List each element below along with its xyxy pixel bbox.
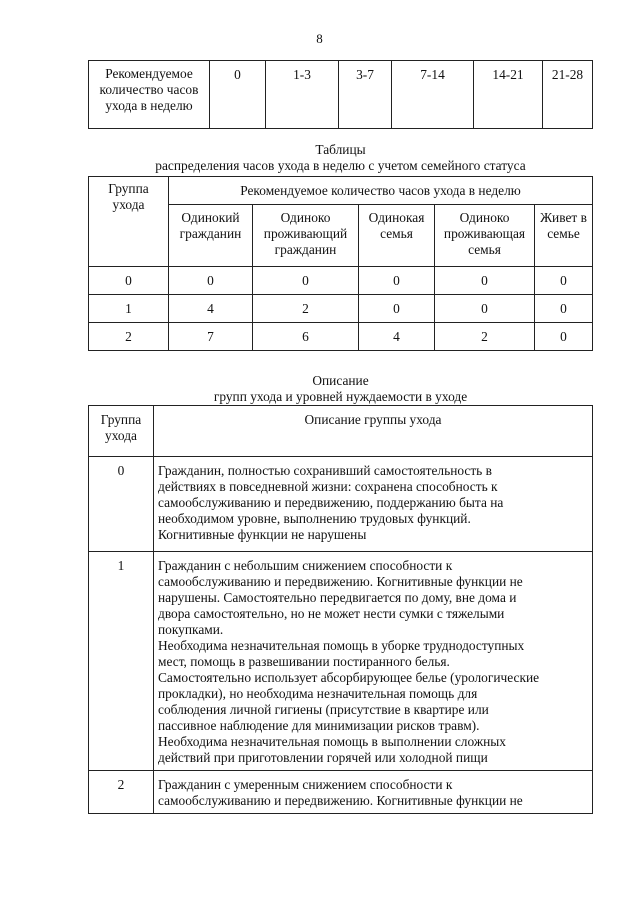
header-line: Группа <box>108 181 149 196</box>
table-cell: 3-7 <box>339 61 392 129</box>
header-line: семья <box>380 226 413 241</box>
text-line: Самостоятельно использует абсорбирующее белье (урологические <box>158 670 540 685</box>
group-cell: 1 <box>89 552 154 771</box>
text-line: действиях в повседневной жизни: сохранена способность к <box>158 479 498 494</box>
table2-caption <box>88 142 593 174</box>
text-line: Необходима незначительная помощь в уборке труднодоступных <box>158 638 525 653</box>
table-cell: 4 <box>169 295 253 323</box>
page-number: 8 <box>316 31 323 46</box>
caption-title: Описание <box>312 373 369 388</box>
family-status-hours-table <box>88 176 593 351</box>
header-line: ухода <box>112 197 145 212</box>
group-header <box>89 177 169 267</box>
group-cell: 0 <box>89 457 154 552</box>
text-line: самообслуживанию и передвижению, поддержанию быта на <box>158 495 504 510</box>
text-line: Гражданин, полностью сохранивший самостоятельность в <box>158 463 492 478</box>
text-line: необходимом уровне, выполнению трудовых функций. <box>158 511 471 526</box>
caption-title: Таблицы <box>315 142 366 157</box>
header-line: гражданин <box>179 226 242 241</box>
text-line: самообслуживанию и передвижению. Когнитивные функции не <box>158 574 523 589</box>
text-line: Гражданин с умеренным снижением способности к <box>158 777 453 792</box>
header-line: Одиноко <box>280 210 331 225</box>
description-header: Описание группы ухода <box>154 406 593 457</box>
table-cell: 6 <box>253 323 359 351</box>
description-cell <box>154 552 593 771</box>
label-line: ухода в неделю <box>105 98 193 113</box>
text-line: Когнитивные функции не нарушены <box>158 527 367 542</box>
column-header <box>253 205 359 267</box>
column-header <box>435 205 535 267</box>
table-header-row <box>89 406 593 457</box>
group-cell: 1 <box>89 295 169 323</box>
table-row <box>89 61 593 129</box>
column-header <box>169 205 253 267</box>
group-cell: 2 <box>89 771 154 814</box>
text-line: пассивное наблюдение для минимизации рисков травм). <box>158 718 480 733</box>
table-row <box>89 295 593 323</box>
header-line: семья <box>468 242 501 257</box>
text-line: прокладки), но необходима незначительная помощь для <box>158 686 478 701</box>
text-line: Необходима незначительная помощь в выполнении сложных <box>158 734 506 749</box>
table-cell: 7 <box>169 323 253 351</box>
table-cell: 7-14 <box>392 61 474 129</box>
row-label <box>89 61 210 129</box>
column-header <box>535 205 593 267</box>
group-cell: 0 <box>89 267 169 295</box>
table-cell: 0 <box>535 323 593 351</box>
table-cell: 0 <box>535 295 593 323</box>
header-line: проживающая <box>443 226 526 241</box>
table-cell: 0 <box>359 267 435 295</box>
header-line: Одинокий <box>181 210 240 225</box>
header-line: семье <box>547 226 580 241</box>
table-cell: 0 <box>210 61 266 129</box>
text-line: покупками. <box>158 622 224 637</box>
table-row <box>89 771 593 814</box>
table-header-row <box>89 177 593 205</box>
label-line: количество часов <box>99 82 199 97</box>
table-cell: 0 <box>359 295 435 323</box>
span-header: Рекомендуемое количество часов ухода в неделю <box>169 177 593 205</box>
table-cell: 4 <box>359 323 435 351</box>
description-cell <box>154 457 593 552</box>
table-row <box>89 552 593 771</box>
header-line: Живет в <box>540 210 587 225</box>
header-line: Одиноко <box>459 210 510 225</box>
text-line: двора самостоятельно, но не может нести сумки с тяжелыми <box>158 606 505 621</box>
table3-caption <box>88 373 593 405</box>
hours-ranges-table <box>88 60 593 129</box>
table-cell: 2 <box>435 323 535 351</box>
table-cell: 0 <box>535 267 593 295</box>
text-line: действий при приготовлении горячей или холодной пищи <box>158 750 488 765</box>
header-line: Группа <box>100 412 142 427</box>
column-header <box>359 205 435 267</box>
table-row <box>89 267 593 295</box>
table-cell: 2 <box>253 295 359 323</box>
header-line: гражданин <box>274 242 337 257</box>
description-cell <box>154 771 593 814</box>
care-groups-description-table <box>88 405 593 814</box>
caption-subtitle: групп ухода и уровней нуждаемости в уходе <box>213 389 468 404</box>
table-cell: 0 <box>253 267 359 295</box>
header-line: ухода <box>105 428 137 443</box>
table-cell: 0 <box>435 295 535 323</box>
text-line: нарушены. Самостоятельно передвигается по дому, вне дома и <box>158 590 517 605</box>
text-line: соблюдения личной гигиены (присутствие в квартире или <box>158 702 489 717</box>
table-cell: 0 <box>169 267 253 295</box>
table-cell: 1-3 <box>266 61 339 129</box>
caption-subtitle: распределения часов ухода в неделю с учетом семейного статуса <box>155 158 526 173</box>
table-cell: 0 <box>435 267 535 295</box>
header-line: Одинокая <box>368 210 425 225</box>
text-line: мест, помощь в развешивании постиранного белья. <box>158 654 450 669</box>
text-line: самообслуживанию и передвижению. Когнитивные функции не <box>158 793 523 808</box>
group-header <box>89 406 154 457</box>
text-line: Гражданин с небольшим снижением способности к <box>158 558 453 573</box>
table-row <box>89 457 593 552</box>
label-line: Рекомендуемое <box>105 66 193 81</box>
table-cell: 21-28 <box>543 61 593 129</box>
table-cell: 14-21 <box>474 61 543 129</box>
header-line: проживающий <box>263 226 348 241</box>
table-row <box>89 323 593 351</box>
group-cell: 2 <box>89 323 169 351</box>
